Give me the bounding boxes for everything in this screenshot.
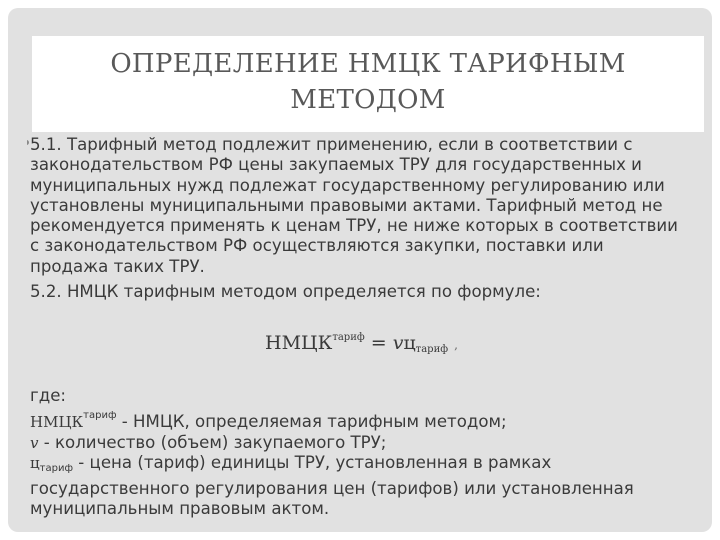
formula-c-subscript: тариф bbox=[415, 344, 449, 355]
paragraph-5-1-line: с законодательством РФ осуществляются закупки, поставки или bbox=[30, 236, 604, 256]
definition-price bbox=[30, 453, 634, 479]
definition-v bbox=[30, 433, 634, 453]
definition-price-text: - цена (тариф) единицы ТРУ, установленная в рамках bbox=[73, 452, 552, 472]
paragraph-5-1-line: продажа таких ТРУ. bbox=[30, 256, 205, 276]
definition-price-symbol: ц bbox=[30, 453, 40, 472]
formula-v: v bbox=[392, 332, 404, 354]
paragraph-5-1-line: муниципальных нужд подлежат государственному регулированию или bbox=[30, 175, 665, 195]
definition-nmck-symbol: НМЦК bbox=[30, 413, 84, 432]
definition-price-subscript: тариф bbox=[39, 462, 74, 474]
paragraph-5-1-line: рекомендуется применять к ценам ТРУ, не ниже которых в соответствии bbox=[30, 216, 678, 236]
bullet-dot bbox=[27, 140, 29, 145]
formula-comma: , bbox=[454, 338, 458, 352]
where-label: где: bbox=[30, 386, 66, 405]
formula-equals: = bbox=[370, 332, 387, 354]
definition-price-line-3: муниципальным правовым актом. bbox=[30, 499, 330, 519]
slide-content bbox=[27, 132, 697, 528]
formula-c: ц bbox=[403, 332, 416, 354]
definition-v-text: - количество (объем) закупаемого ТРУ; bbox=[38, 432, 387, 452]
slide-title bbox=[32, 46, 704, 118]
definitions bbox=[30, 386, 634, 520]
title-box bbox=[32, 36, 704, 132]
title-line-1: ОПРЕДЕЛЕНИЕ НМЦК ТАРИФНЫМ bbox=[110, 49, 626, 79]
formula bbox=[265, 328, 458, 360]
paragraph-5-1 bbox=[30, 135, 678, 277]
formula-lhs: НМЦК bbox=[265, 332, 333, 354]
paragraph-5-1-line: установлены муниципальными правовыми актами. Тарифный метод не bbox=[30, 195, 663, 215]
definition-nmck-superscript: тариф bbox=[83, 410, 117, 422]
paragraph-5-1-line: 5.1. Тарифный метод подлежит применению, если в соответствии с bbox=[30, 135, 633, 154]
definition-nmck-text: - НМЦК, определяемая тарифным методом; bbox=[116, 412, 507, 432]
formula-lhs-superscript: тариф bbox=[332, 332, 365, 343]
definition-price-line-2: государственного регулирования цен (тарифов) или установленная bbox=[30, 479, 634, 499]
title-line-2: МЕТОДОМ bbox=[290, 85, 446, 115]
definition-nmck bbox=[30, 406, 634, 432]
paragraph-5-2: 5.2. НМЦК тарифным методом определяется по формуле: bbox=[30, 282, 541, 301]
definition-v-symbol: v bbox=[30, 433, 39, 452]
paragraph-5-1-line: законодательством РФ цены закупаемых ТРУ для государственных и bbox=[30, 155, 642, 175]
